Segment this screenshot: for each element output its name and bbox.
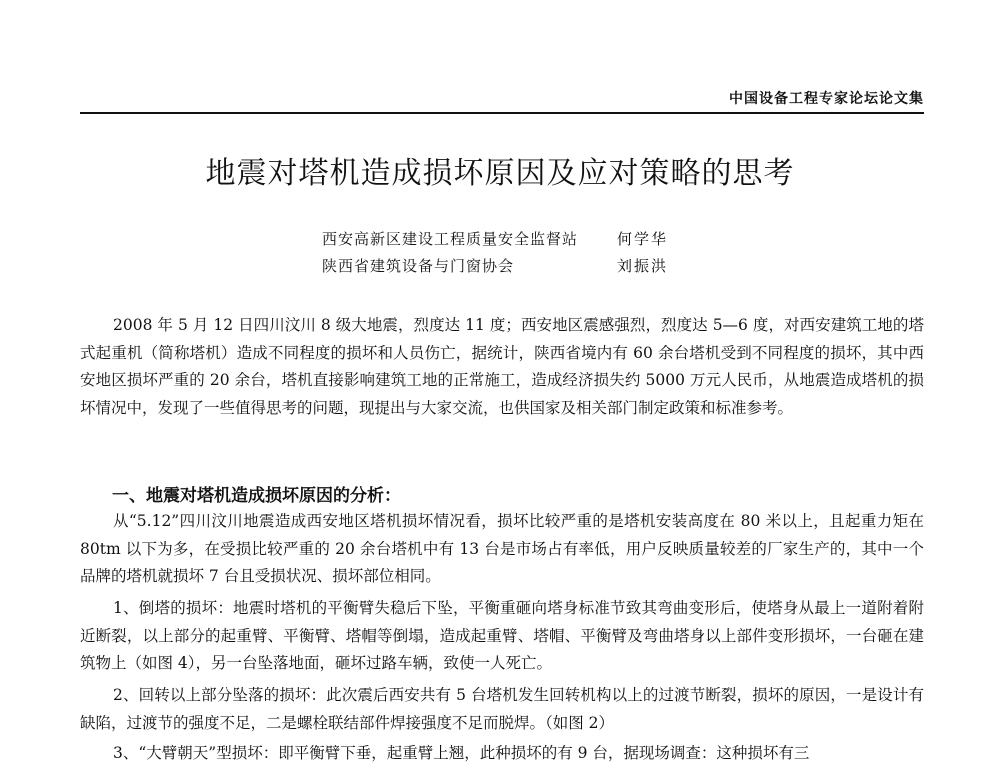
page-title: 地震对塔机造成损坏原因及应对策略的思考 [205,156,795,191]
running-header: 中国设备工程专家论坛论文集 [729,91,924,107]
section-heading: 一、地震对塔机造成损坏原因的分析： [112,486,401,506]
author-organization: 西安高新区建设工程质量安全监督站 [322,230,579,248]
author-name: 刘振洪 [617,257,669,275]
author-name: 何学华 [617,230,669,248]
section-paragraph: 从“5.12”四川汶川地震造成西安地区塔机损坏情况看，损坏比较严重的是塔机安装高度在 80 米以上，且起重力矩在 80tm 以下为多，在受损比较严重的 20 余台塔机中有 13 台是市场占有率低，用户反映质量较差的厂家生产的，其中一个品牌的塔机就损坏 7 台且受损状况、损坏部位相同。 [80,512,924,585]
author-organization: 陕西省建筑设备与门窗协会 [322,257,515,275]
author-block [322,226,668,280]
header-divider [80,112,924,114]
intro-paragraph: 2008 年 5 月 12 日四川汶川 8 级大地震，烈度达 11 度；西安地区震感强烈，烈度达 5—6 度，对西安建筑工地的塔式起重机（简称塔机）造成不同程度的损坏和人员伤亡，据统计，陕西省境内有 60 余台塔机受到不同程度的损坏，其中西安地区损坏严重的 20 余台，塔机直接影响建筑工地的正常施工，造成经济损失约 5000 万元人民币，从地震造成塔机的损坏情况中，发现了一些值得思考的问题，现提出与大家交流，也供国家及相关部门制定政策和标准参考。 [80,316,924,417]
author-row [322,226,668,253]
author-row [322,253,668,280]
list-item-boom-upward: 3、“大臂朝天”型损坏：即平衡臂下垂，起重臂上翘，此种损坏的有 9 台，据现场调查：这种损坏有三 [113,744,810,762]
list-item-slewing-fall: 2、回转以上部分坠落的损坏：此次震后西安共有 5 台塔机发生回转机构以上的过渡节断裂，损坏的原因，一是设计有缺陷，过渡节的强度不足，二是螺栓联结部件焊接强度不足而脱焊。（如图 2） [80,686,924,732]
list-item-collapse: 1、倒塔的损坏：地震时塔机的平衡臂失稳后下坠，平衡重砸向塔身标准节致其弯曲变形后，使塔身从最上一道附着附近断裂，以上部分的起重臂、平衡臂、塔帽等倒塌，造成起重臂、塔帽、平衡臂及弯曲塔身以上部件变形损坏，一台砸在建筑物上（如图 4），另一台坠落地面，砸坏过路车辆，致使一人死亡。 [80,599,924,672]
